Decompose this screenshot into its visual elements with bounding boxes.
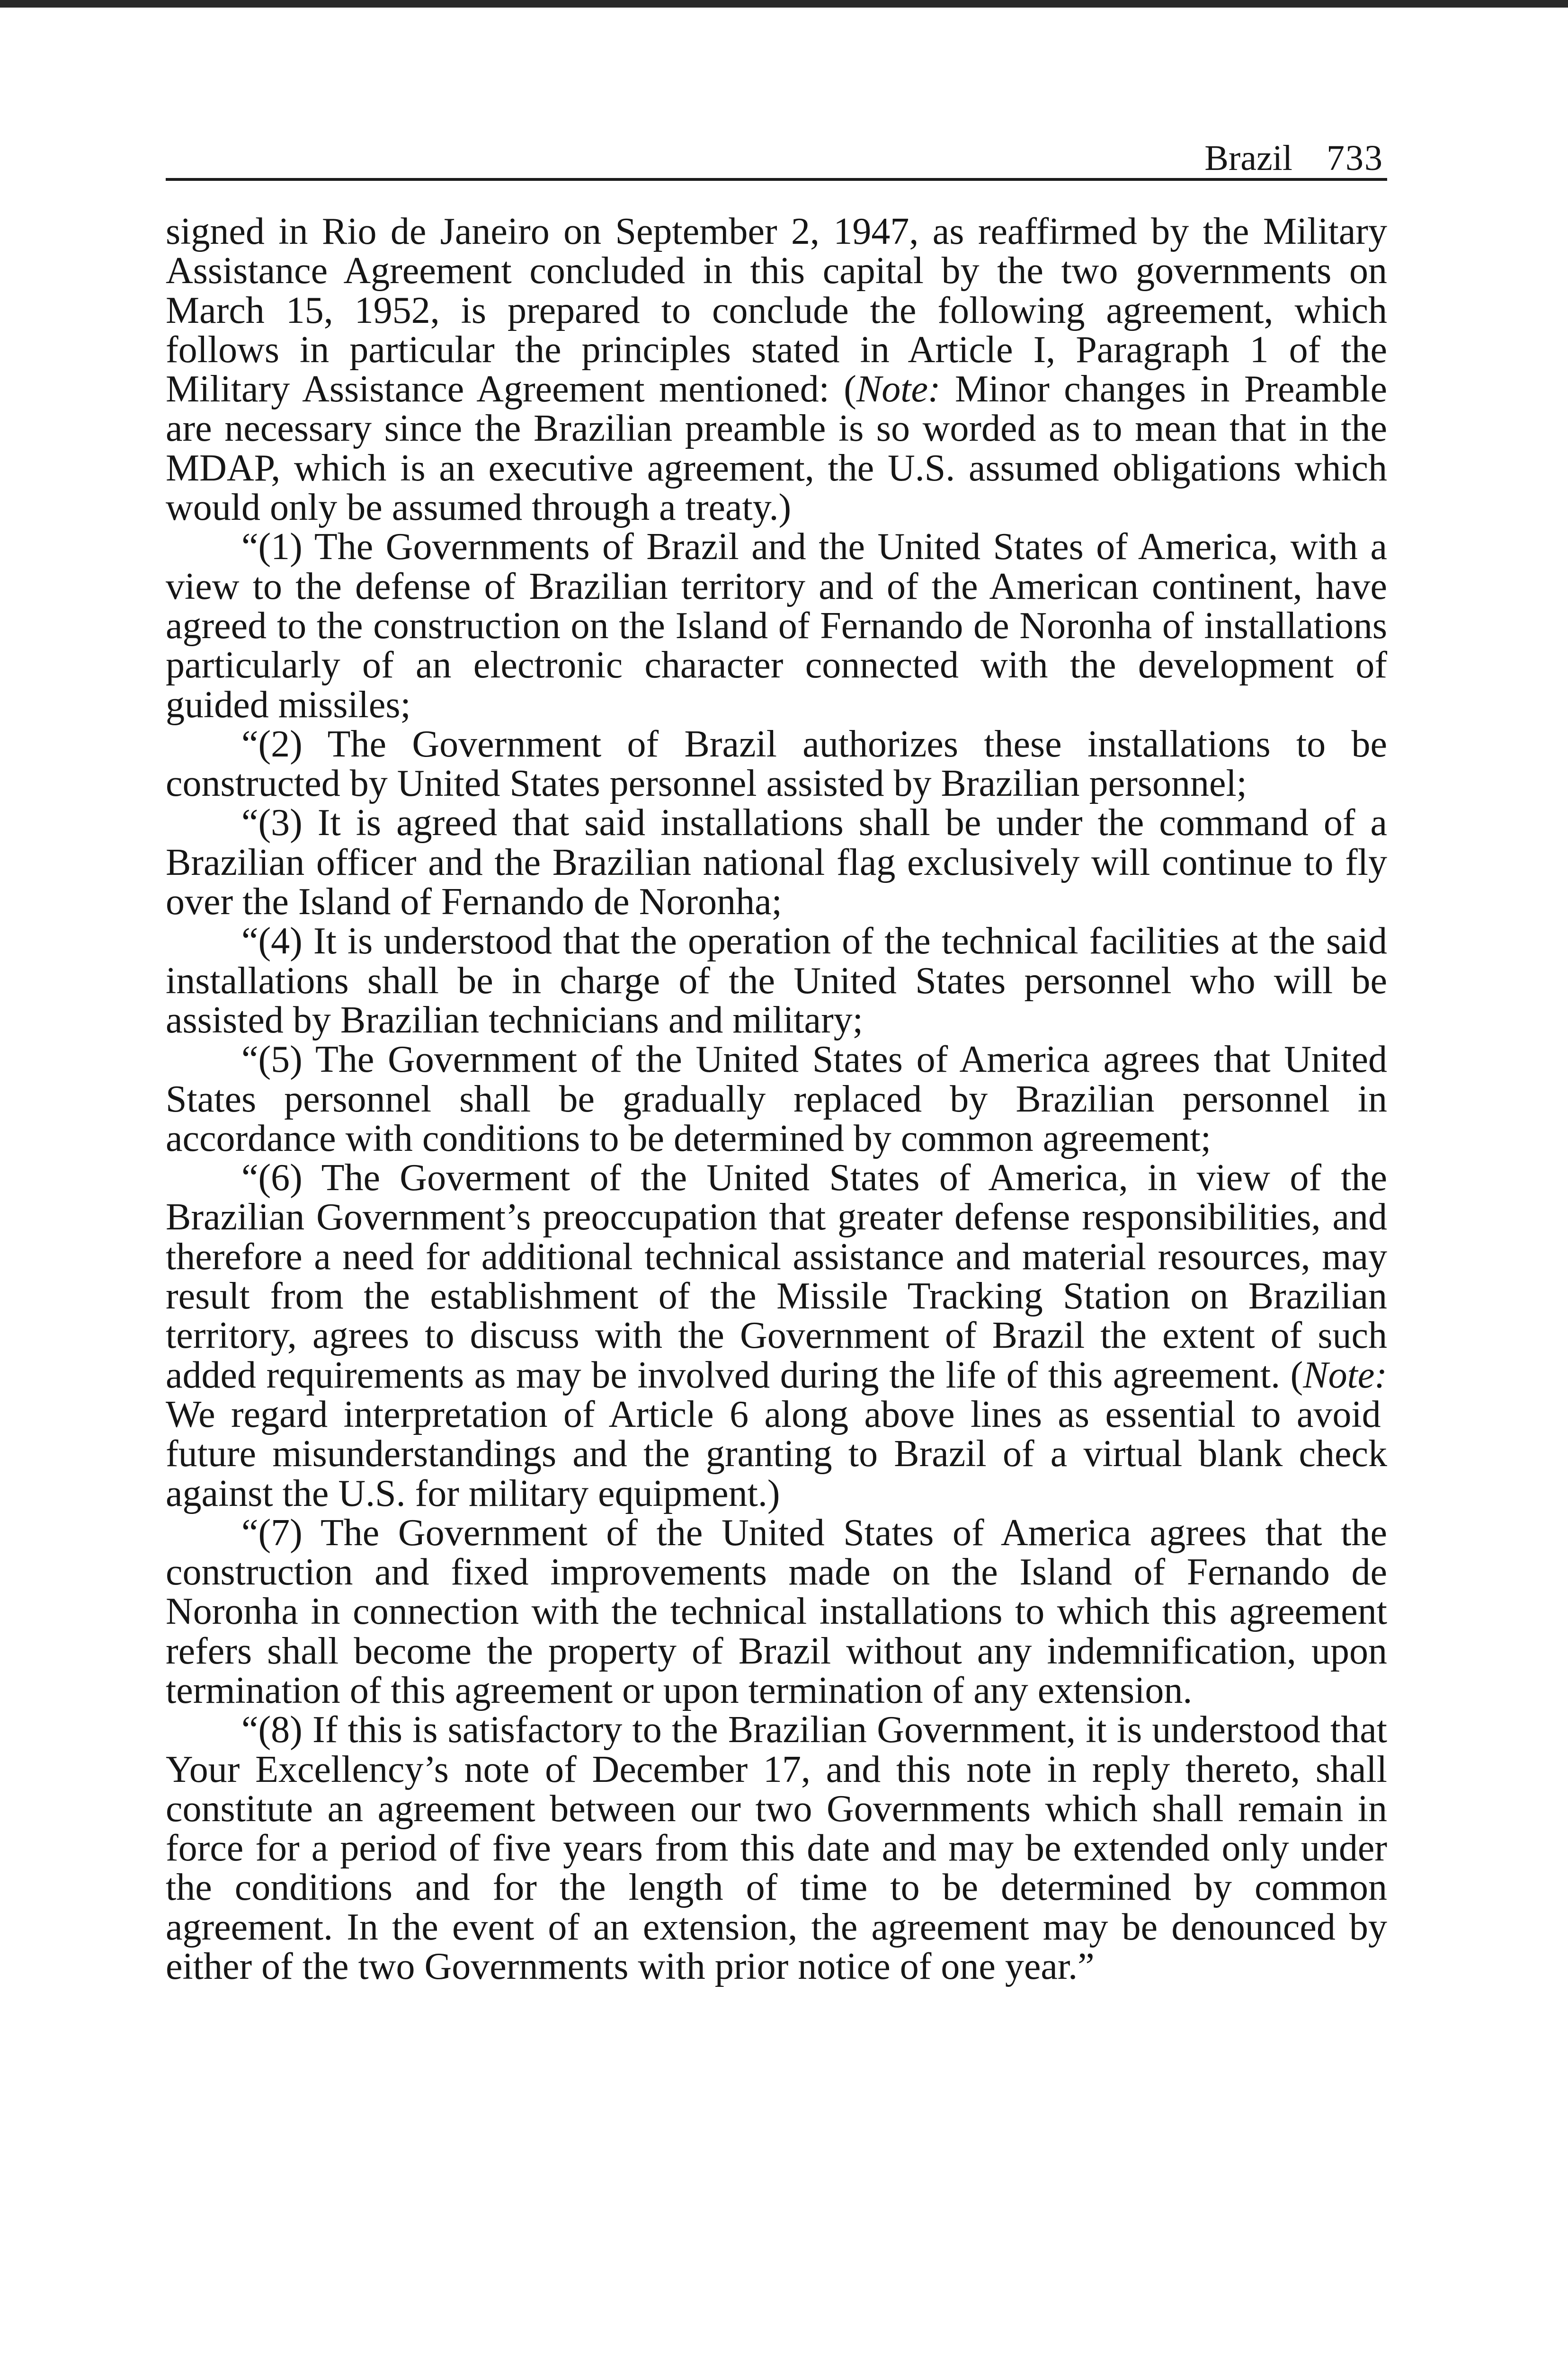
paragraph-article-2 <box>166 725 1387 804</box>
header-title: Brazil <box>1204 138 1292 178</box>
note-label: Note: <box>856 368 941 410</box>
scan-top-edge <box>0 0 1568 8</box>
paragraph-article-7 <box>166 1513 1387 1710</box>
paragraph-text: “(4) It is understood that the operation of the technical facilities at the said installations shall be in charge of the United States personnel who will be assisted by Brazilian technicians and military; <box>166 920 1387 1041</box>
paragraph-article-4 <box>166 922 1387 1040</box>
body-text <box>166 212 1387 1986</box>
paragraph-text: “(8) If this is satisfactory to the Brazilian Government, it is understood that Your Excellency’s note of December 17, and this note in reply thereto, shall constitute an agreement between our two Governments which shall remain in force for a period of five years from this date and may be extended only under the conditions and for the length of time to be determined by common agreement. In the event of an extension, the agreement may be denounced by either of the two Governments with prior notice of one year.” <box>166 1709 1387 1988</box>
running-header <box>166 132 1387 181</box>
paragraph-text: “(1) The Governments of Brazil and the United States of America, with a view to the defense of Brazilian territory and of the American continent, have agreed to the construction on the Island of Fernando de Noronha of installations particularly of an electronic character connected with the development of guided missiles; <box>166 526 1387 726</box>
paragraph-text-after-note: Minor changes in Preamble are necessary since the Brazilian preamble is so worded as to mean that in the MDAP, which is an executive agreement, the U.S. assumed obligations which would only be assumed through a treaty.) <box>166 368 1387 529</box>
paragraph-article-6 <box>166 1158 1387 1513</box>
paragraph-preamble <box>166 212 1387 527</box>
page-number: 733 <box>1327 138 1383 178</box>
paragraph-text: signed in Rio de Janeiro on September 2, 1947, as reaffirmed by the Military Assistance Agreement concluded in this capital by the two governments on March 15, 1952, is prepared to conclude the following agreement, which follows in particular the principles stated in Article I, Paragraph 1 of the Military Assistance Agreement mentioned: ( <box>166 211 1387 410</box>
paragraph-text: “(6) The Goverment of the United States of America, in view of the Brazilian Government’s preoccupation that greater defense responsibilities, and therefore a need for additional technical assistance and material resources, may result from the establishment of the Missile Tracking Station on Brazilian territory, agrees to discuss with the Government of Brazil the extent of such added requirements as may be involved during the life of this agreement. ( <box>166 1157 1387 1396</box>
paragraph-text: “(2) The Government of Brazil authorizes these installations to be constructed by United States personnel assisted by Brazilian personnel; <box>166 723 1387 805</box>
paragraph-text: “(3) It is agreed that said installations shall be under the command of a Brazilian officer and the Brazilian national flag exclusively will continue to fly over the Island of Fernando de Noronha; <box>166 802 1387 923</box>
paragraph-text: “(7) The Government of the United States of America agrees that the construction and fixed improvements made on the Island of Fernando de Noronha in connection with the technical installations to which this agreement refers shall become the property of Brazil without any indemnification, upon termination of this agreement or upon termination of any extension. <box>166 1512 1387 1711</box>
paragraph-article-5 <box>166 1040 1387 1158</box>
note-label: Note: <box>1303 1354 1387 1396</box>
paragraph-article-3 <box>166 803 1387 922</box>
paragraph-text-after-note: We regard interpretation of Article 6 along above lines as essential to avoid future misunderstandings and the granting to Brazil of a virtual blank check against the U.S. for military equipment.) <box>166 1393 1387 1514</box>
paragraph-article-8 <box>166 1710 1387 1986</box>
paragraph-text: “(5) The Government of the United States of America agrees that United States personnel shall be gradually replaced by Brazilian personnel in accordance with conditions to be determined by common agreement; <box>166 1039 1387 1159</box>
paragraph-article-1 <box>166 527 1387 724</box>
